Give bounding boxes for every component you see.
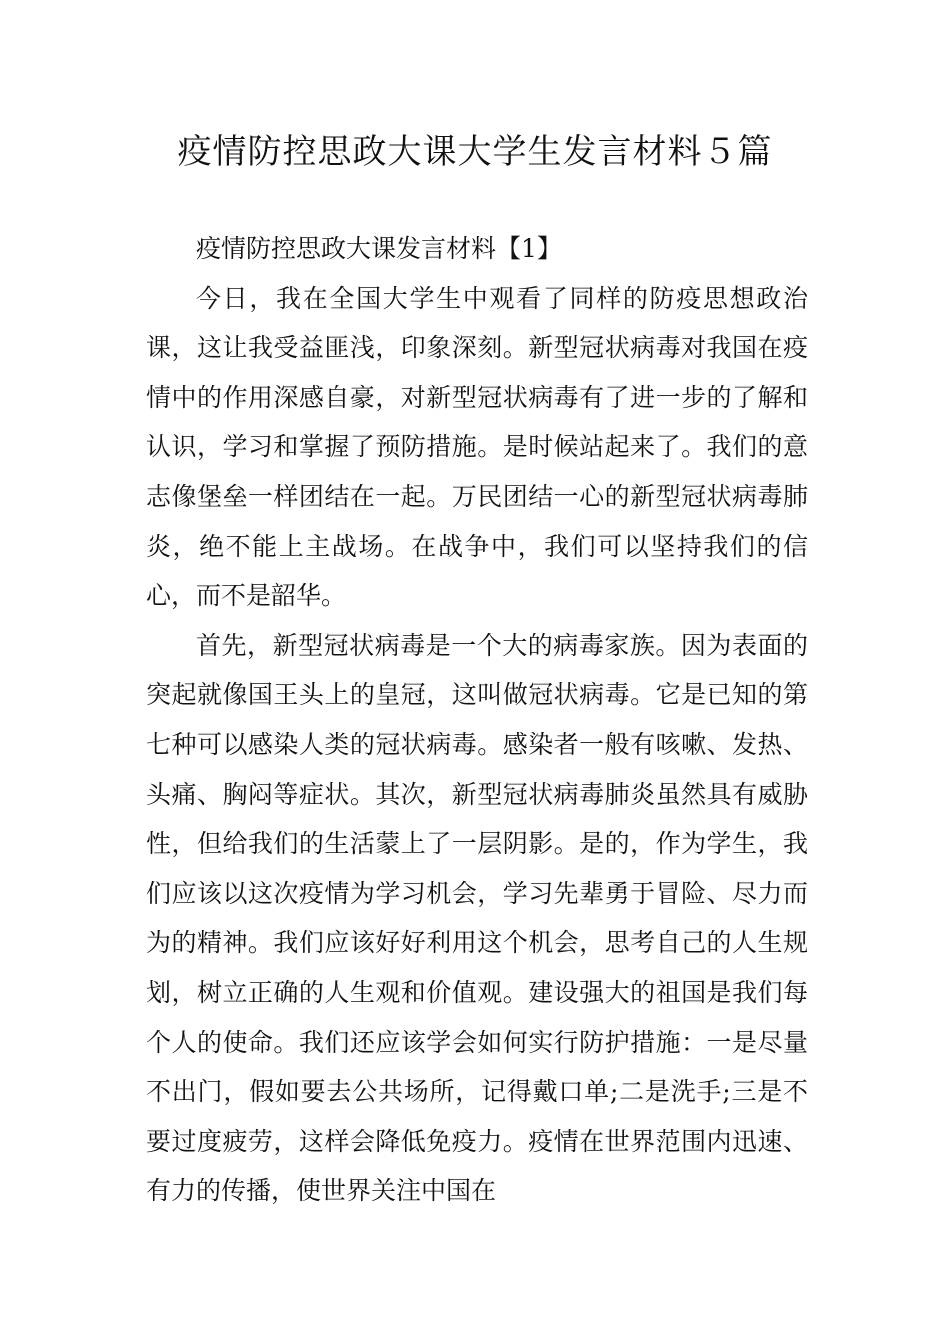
paragraph-1: 今日，我在全国大学生中观看了同样的防疫思想政治课，这让我受益匪浅，印象深刻。新型冠状病毒对我国在疫情中的作用深感自豪，对新型冠状病毒有了进一步的了解和认识，学习和掌握了预防措施。是时候站起来了。我们的意志像堡垒一样团结在一起。万民团结一心的新型冠状病毒肺炎，绝不能上主战场。在战争中，我们可以坚持我们的信心，而不是韶华。 [146,283,808,611]
document-body [146,224,808,1216]
document-title: 疫情防控思政大课大学生发言材料５篇 [177,132,773,172]
section-heading: 疫情防控思政大课发言材料【1】 [196,234,562,263]
paragraph-2: 首先，新型冠状病毒是一个大的病毒家族。因为表面的突起就像国王头上的皇冠，这叫做冠状病毒。它是已知的第七种可以感染人类的冠状病毒。感染者一般有咳嗽、发热、头痛、胸闷等症状。其次，新型冠状病毒肺炎虽然具有威胁性，但给我们的生活蒙上了一层阴影。是的，作为学生，我们应该以这次疫情为学习机会，学习先辈勇于冒险、尽力而为的精神。我们应该好好利用这个机会，思考自己的人生规划，树立正确的人生观和价值观。建设强大的祖国是我们每个人的使命。我们还应该学会如何实行防护措施：一是尽量不出门，假如要去公共场所，记得戴口单;二是洗手;三是不要过度疲劳，这样会降低免疫力。疫情在世界范围内迅速、有力的传播，使世界关注中国在 [146,630,808,1206]
